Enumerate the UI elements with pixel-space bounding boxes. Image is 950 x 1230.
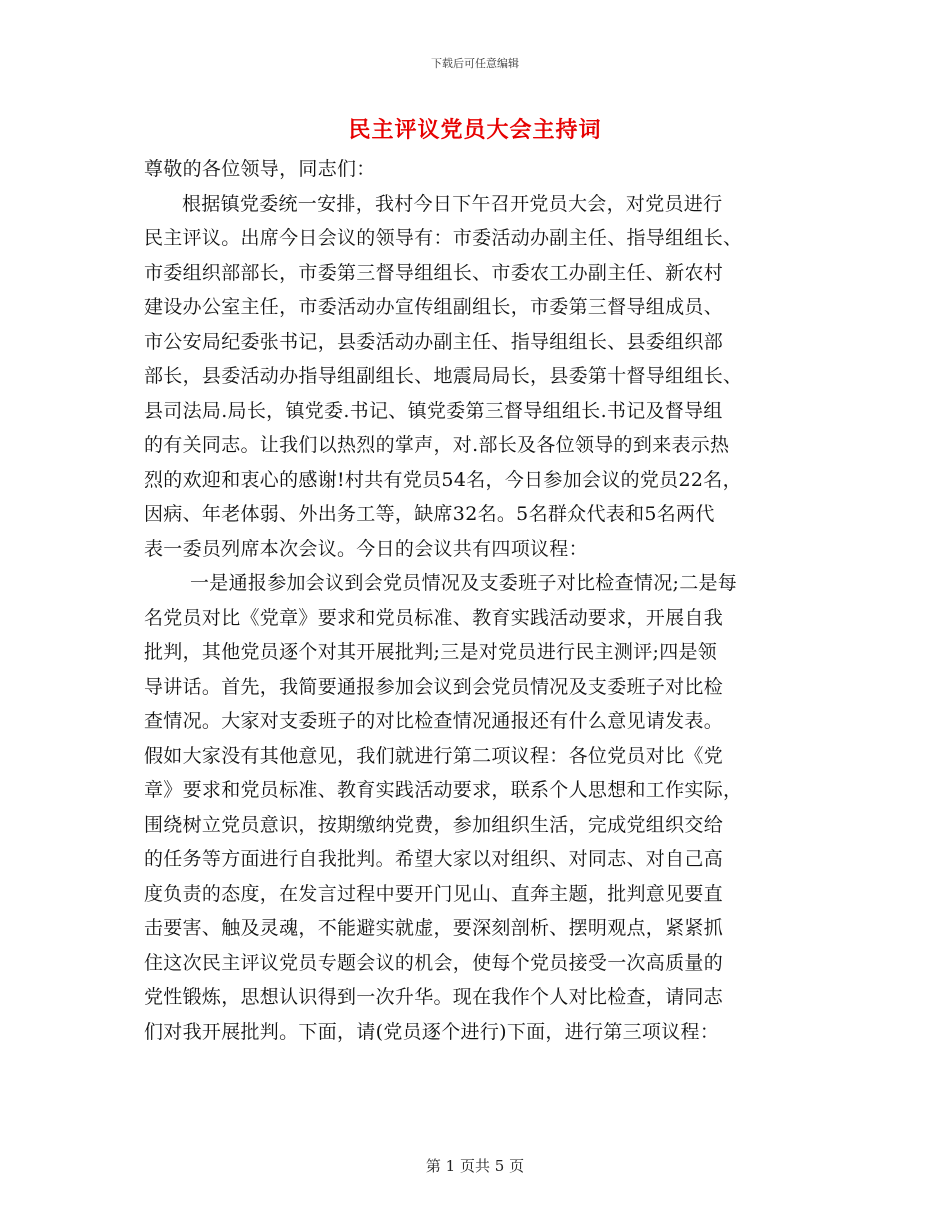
paragraph-line: 因病、年老体弱、外出务工等，缺席32名。5名群众代表和5名两代: [144, 503, 715, 525]
paragraph-line: 烈的欢迎和衷心的感谢!村共有党员54名，今日参加会议的党员22名，: [144, 468, 742, 491]
paragraph-line: 的任务等方面进行自我批判。希望大家以对组织、对同志、对自己高: [144, 848, 724, 870]
paragraph-line: 县司法局.局长，镇党委.书记、镇党委第三督导组组长.书记及督导组: [144, 399, 723, 422]
paragraph-line: 批判，其他党员逐个对其开展批判;三是对党员进行民主测评;四是领: [144, 641, 718, 663]
paragraph-line: 击要害、触及灵魂，不能避实就虚，要深刻剖析、摆明观点，紧紧抓: [144, 917, 724, 939]
document-title: 民主评议党员大会主持词: [348, 117, 602, 143]
paragraph-line: 市公安局纪委张书记，县委活动办副主任、指导组组长、县委组织部: [144, 330, 724, 353]
paragraph-line: 市委组织部部长，市委第三督导组组长、市委农工办副主任、新农村: [144, 261, 724, 284]
paragraph-line: 查情况。大家对支委班子的对比检查情况通报还有什么意见请发表。: [144, 710, 724, 732]
paragraph-line: 的有关同志。让我们以热烈的掌声，对.部长及各位领导的到来表示热: [144, 434, 730, 456]
page-number: 第 1 页共 5 页: [425, 1157, 525, 1175]
paragraph-line: 部长，县委活动办指导组副组长、地震局局长，县委第十督导组组长、: [144, 365, 743, 387]
paragraph-line: 围绕树立党员意识，按期缴纳党费，参加组织生活，完成党组织交给: [144, 813, 724, 836]
paragraph-line: 表一委员列席本次会议。今日的会议共有四项议程：: [144, 537, 588, 560]
paragraph-line: 假如大家没有其他意见，我们就进行第二项议程：各位党员对比《党: [144, 744, 724, 767]
paragraph-line: 一是通报参加会议到会党员情况及支委班子对比检查情况;二是每: [190, 572, 738, 594]
paragraph-line: 建设办公室主任，市委活动办宣传组副组长，市委第三督导组成员、: [144, 296, 724, 318]
paragraph-line: 章》要求和党员标准、教育实践活动要求，联系个人思想和工作实际，: [144, 779, 743, 801]
paragraph-line: 导讲话。首先，我简要通报参加会议到会党员情况及支委班子对比检: [144, 675, 724, 698]
paragraph-line: 们对我开展批判。下面，请(党员逐个进行)下面，进行第三项议程：: [144, 1020, 720, 1043]
header-note: 下载后可任意编辑: [431, 57, 519, 70]
paragraph-line: 根据镇党委统一安排，我村今日下午召开党员大会，对党员进行: [182, 192, 723, 215]
paragraph-line: 民主评议。出席今日会议的领导有：市委活动办副主任、指导组组长、: [144, 227, 743, 249]
paragraph-line: 度负责的态度，在发言过程中要开门见山、直奔主题，批判意见要直: [144, 882, 724, 905]
paragraph-line: 名党员对比《党章》要求和党员标准、教育实践活动要求，开展自我: [144, 606, 724, 629]
paragraph-line: 党性锻炼，思想认识得到一次升华。现在我作个人对比检查，请同志: [144, 986, 724, 1008]
salutation-line: 尊敬的各位领导，同志们：: [144, 158, 376, 180]
document-body: [144, 152, 808, 1049]
paragraph-line: 住这次民主评议党员专题会议的机会，使每个党员接受一次高质量的: [144, 951, 724, 974]
